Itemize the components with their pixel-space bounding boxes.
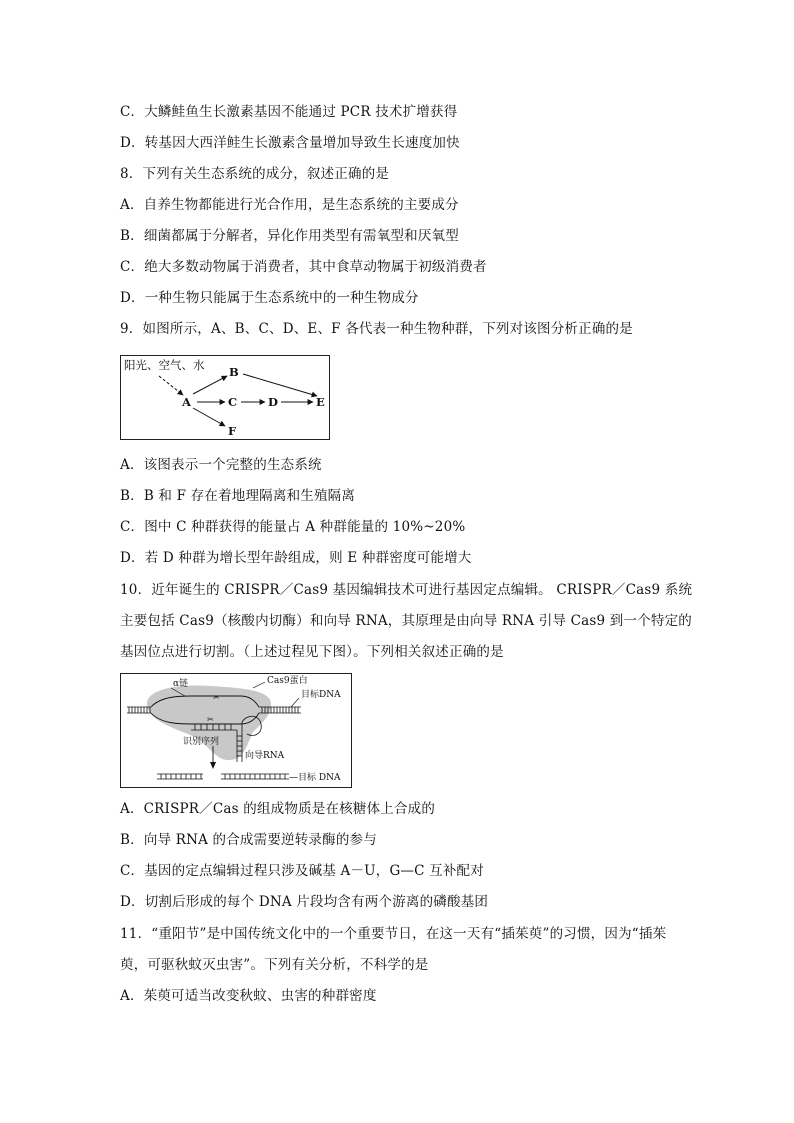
target-dna-leader [291, 698, 299, 707]
energy-input-arrow [159, 376, 183, 395]
node-f: F [228, 424, 237, 438]
process-arrow-head [210, 762, 216, 769]
option-9a: A．该图表示一个完整的生态系统 [120, 457, 322, 473]
target-dna-label-top: 目标DNA [301, 690, 341, 700]
cas9-protein-label: Cas9蛋白 [267, 676, 308, 686]
option-10c: C．基因的定点编辑过程只涉及碱基 A－U，G—C 互补配对 [120, 863, 484, 879]
question-10-stem-line3: 基因位点进行切割。（上述过程见下图）。下列相关叙述正确的是 [120, 644, 504, 660]
recognition-sequence-label: 识别序列 [183, 737, 220, 747]
food-web-figure [120, 355, 330, 440]
option-8c: C．绝大多数动物属于消费者，其中食草动物属于初级消费者 [120, 259, 487, 275]
option-11a: A．茱萸可适当改变秋蚊、虫害的种群密度 [120, 988, 377, 1004]
option-7d: D．转基因大西洋鲑生长激素含量增加导致生长速度加快 [120, 135, 460, 151]
question-10-stem-line1: 10．近年诞生的 CRISPR／Cas9 基因编辑技术可进行基因定点编辑。 CRISPR／Cas9 系统 [120, 582, 693, 598]
node-e: E [316, 395, 325, 409]
option-8b: B．细菌都属于分解者，异化作用类型有需氧型和厌氧型 [120, 228, 459, 244]
source-label: 阳光、空气、水 [124, 358, 205, 372]
crispr-figure [120, 673, 352, 788]
question-11-stem-line2: 萸，可驱秋蚊灭虫害”。下列有关分析，不科学的是 [120, 957, 429, 973]
option-9c: C．图中 C 种群获得的能量占 A 种群能量的 10%~20% [120, 519, 466, 535]
arrow-a-b [193, 376, 227, 394]
arrow-b-e [243, 374, 317, 396]
option-9d: D．若 D 种群为增长型年龄组成，则 E 种群密度可能增大 [120, 550, 472, 566]
node-a: A [182, 395, 191, 409]
guide-rna-label: 向导RNA [245, 751, 285, 761]
question-11-stem-line1: 11．“重阳节”是中国传统文化中的一个重要节日，在这一天有“插茱萸”的习惯，因为“插茱 [120, 926, 667, 942]
option-10b: B．向导 RNA 的合成需要逆转录酶的参与 [120, 832, 377, 848]
arrow-a-f [193, 408, 225, 426]
dna-left-segment [127, 707, 151, 713]
option-9b: B．B 和 F 存在着地理隔离和生殖隔离 [120, 488, 356, 504]
cut-dna-fragments [157, 774, 289, 779]
option-10d: D．切割后形成的每个 DNA 片段均含有两个游离的磷酸基团 [120, 894, 489, 910]
scissors-icon: ✂ [213, 693, 220, 702]
question-10-stem-line2: 主要包括 Cas9（核酸内切酶）和向导 RNA，其原理是由向导 RNA 引导 Cas9 到一个特定的 [120, 613, 692, 629]
question-9-stem: 9．如图所示，A、B、C、D、E、F 各代表一种生物种群，下列对该图分析正确的是 [120, 321, 633, 337]
option-10a: A．CRISPR／Cas 的组成物质是在核糖体上合成的 [120, 801, 436, 817]
node-d: D [268, 395, 278, 409]
alpha-chain-label: α链 [173, 679, 189, 689]
option-8d: D．一种生物只能属于生态系统中的一种生物成分 [120, 290, 419, 306]
scissors-icon-lower: ✂ [207, 715, 214, 724]
option-8a: A．自养生物都能进行光合作用，是生态系统的主要成分 [120, 197, 459, 213]
target-dna-label-bottom: —目标 DNA [289, 773, 341, 783]
node-c: C [228, 395, 238, 409]
node-b: B [229, 365, 239, 379]
cas9-leader [253, 682, 265, 688]
dna-right-segment [259, 707, 301, 713]
option-7c: C．大鳞鲑鱼生长激素基因不能通过 PCR 技术扩增获得 [120, 104, 458, 120]
question-8-stem: 8．下列有关生态系统的成分，叙述正确的是 [120, 166, 390, 182]
